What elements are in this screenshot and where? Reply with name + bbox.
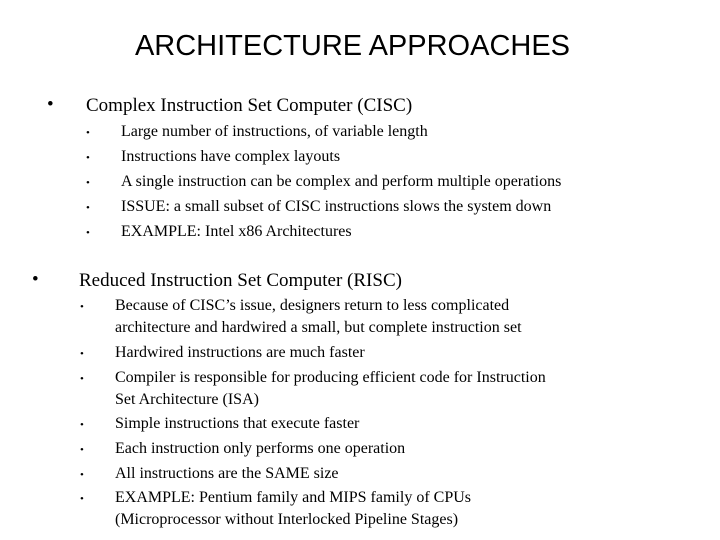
risc-item-continuation: Set Architecture (ISA) — [115, 391, 259, 408]
cisc-heading: Complex Instruction Set Computer (CISC) — [86, 95, 413, 116]
cisc-item: Large number of instructions, of variable length — [121, 123, 428, 140]
bullet-icon: • — [80, 348, 84, 360]
bullet-icon: • — [80, 493, 84, 505]
bullet-icon: • — [80, 444, 84, 456]
risc-item: Compiler is responsible for producing efficient code for Instruction — [115, 369, 546, 386]
bullet-icon: • — [86, 227, 90, 239]
bullet-icon: • — [32, 269, 39, 290]
cisc-item: A single instruction can be complex and perform multiple operations — [121, 173, 562, 190]
cisc-item: Instructions have complex layouts — [121, 148, 341, 165]
slide-title: ARCHITECTURE APPROACHES — [134, 30, 571, 62]
risc-item-continuation: architecture and hardwired a small, but complete instruction set — [115, 319, 522, 336]
bullet-icon: • — [86, 152, 90, 164]
bullet-icon: • — [86, 177, 90, 189]
risc-item: Hardwired instructions are much faster — [115, 344, 365, 361]
bullet-icon: • — [80, 419, 84, 431]
risc-item: All instructions are the SAME size — [115, 465, 339, 482]
risc-item: Each instruction only performs one operation — [115, 440, 406, 457]
risc-item: EXAMPLE: Pentium family and MIPS family of CPUs — [115, 489, 471, 506]
risc-item: Because of CISC’s issue, designers return to less complicated — [115, 297, 510, 314]
bullet-icon: • — [86, 202, 90, 214]
risc-heading: Reduced Instruction Set Computer (RISC) — [79, 270, 402, 291]
bullet-icon: • — [80, 469, 84, 481]
risc-item: Simple instructions that execute faster — [115, 415, 360, 432]
bullet-icon: • — [86, 127, 90, 139]
cisc-item: ISSUE: a small subset of CISC instructions slows the system down — [121, 198, 552, 215]
bullet-icon: • — [47, 94, 54, 115]
risc-item-continuation: (Microprocessor without Interlocked Pipeline Stages) — [115, 511, 459, 528]
bullet-icon: • — [80, 301, 84, 313]
bullet-icon: • — [80, 373, 84, 385]
cisc-item: EXAMPLE: Intel x86 Architectures — [121, 223, 352, 240]
